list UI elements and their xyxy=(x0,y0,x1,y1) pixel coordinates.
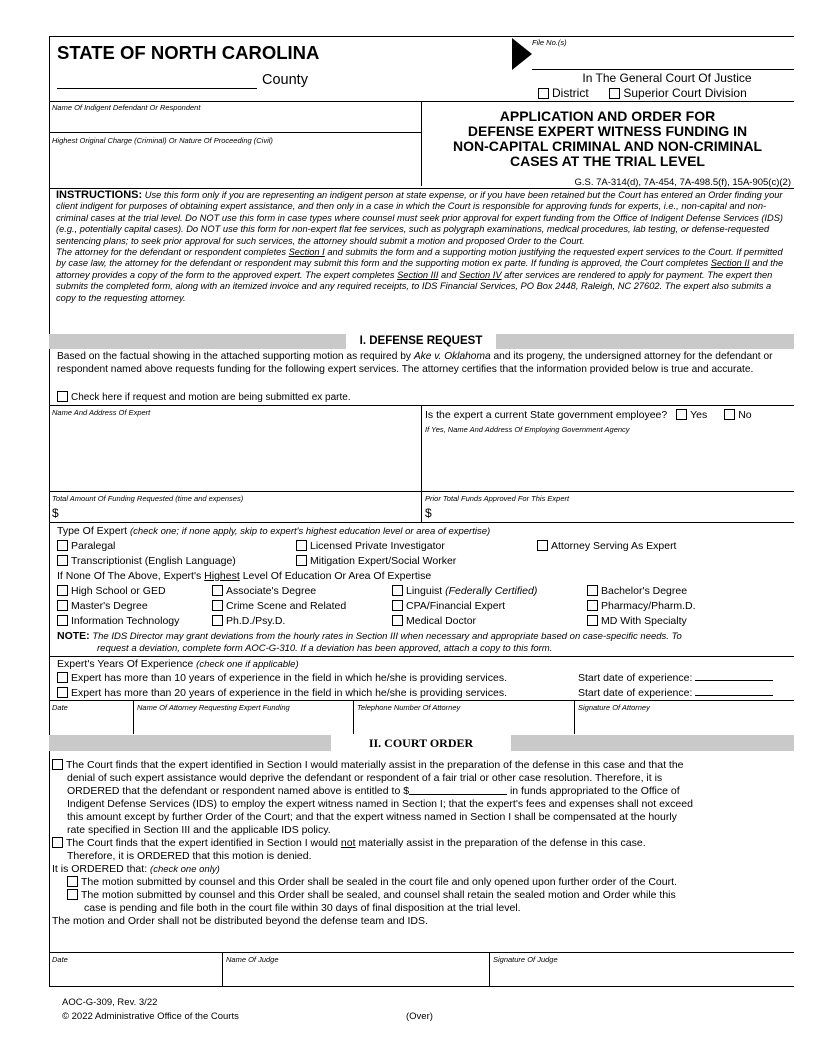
expert-name-label: Name And Address Of Expert xyxy=(52,408,151,417)
total-funding-label: Total Amount Of Funding Requested (time and expenses) xyxy=(52,494,244,503)
instructions-lead: INSTRUCTIONS: xyxy=(56,189,143,201)
medical-doctor-checkbox[interactable] xyxy=(392,615,403,626)
judge-signature-label: Signature Of Judge xyxy=(493,955,558,964)
paralegal-checkbox[interactable] xyxy=(57,540,68,551)
prior-funds-label: Prior Total Funds Approved For This Expert xyxy=(425,494,570,503)
finding1 xyxy=(52,759,792,928)
years-top-line xyxy=(49,656,794,657)
judge-bottom-line xyxy=(49,986,794,987)
years20-label: Expert has more than 20 years of experience in the field in which he/she is providing services. xyxy=(71,687,507,699)
start-date-label: Start date of experience: xyxy=(578,687,693,699)
instructions-p2d: and xyxy=(441,269,457,280)
form-title-line3: NON-CAPITAL CRIMINAL AND NON-CRIMINAL xyxy=(452,138,762,154)
finding1-l5: this amount except by further Order of the Court; and that the expert witness named in Section I shall be compensated at the hourly xyxy=(67,811,677,823)
masters-checkbox[interactable] xyxy=(57,600,68,611)
linguist-label: Linguist xyxy=(406,585,443,597)
defendant-name-label: Name Of Indigent Defendant Or Respondent xyxy=(52,103,201,112)
pharmacy-label: Pharmacy/Pharm.D. xyxy=(601,600,696,612)
court-division xyxy=(538,86,747,100)
phd-label: Ph.D./Psy.D. xyxy=(226,615,286,627)
note-lead: NOTE: xyxy=(57,630,90,642)
expert-info-divider xyxy=(421,405,422,522)
state-employee-question: Is the expert a current State government employee? xyxy=(425,409,668,421)
ordered-label: It is ORDERED that: xyxy=(52,863,148,875)
top-border xyxy=(49,36,794,37)
edu-option xyxy=(212,615,285,627)
mitigation-expert-label: Mitigation Expert/Social Worker xyxy=(310,555,457,567)
seal2-checkbox[interactable] xyxy=(67,889,78,900)
form-title xyxy=(421,109,794,169)
ex-parte-checkbox[interactable] xyxy=(57,391,68,402)
form-number: AOC-G-309, Rev. 3/22 xyxy=(62,997,158,1008)
type-option xyxy=(296,540,445,552)
none-a: If None Of The Above, Expert's xyxy=(57,570,202,582)
masters-label: Master's Degree xyxy=(71,600,148,612)
seal1-checkbox[interactable] xyxy=(67,876,78,887)
years10-start xyxy=(578,672,773,684)
crime-scene-label: Crime Scene and Related xyxy=(226,600,347,612)
edu-option xyxy=(392,615,476,627)
years-note: (check one if applicable) xyxy=(196,659,299,670)
signature-label: Signature Of Attorney xyxy=(578,703,650,712)
transcriptionist-label: Transcriptionist (English Language) xyxy=(71,555,236,567)
finding2-l2: Therefore, it is ORDERED that this motion is denied. xyxy=(67,850,312,862)
finding1-l1: The Court finds that the expert identified in Section I would materially assist in the preparation of the defense in this case and that the xyxy=(66,759,684,771)
signature-top-line xyxy=(49,700,794,701)
phone-label: Telephone Number Of Attorney xyxy=(357,703,461,712)
linguist-note: (Federally Certified) xyxy=(445,585,538,597)
funding-top-line xyxy=(49,491,794,492)
paralegal-label: Paralegal xyxy=(71,540,116,552)
note-text1: The IDS Director may grant deviations from the hourly rates in Section III when necessary and appropriate based on case-specific needs. To xyxy=(92,631,682,642)
file-no-label: File No.(s) xyxy=(532,38,567,47)
intro-b: and its progeny, the undersigned attorney for the defendant or respondent named above requests funding for the following expert services. The attorney certifies that the information provided below is true and accurate. xyxy=(57,351,773,375)
high-school-checkbox[interactable] xyxy=(57,585,68,596)
attorney-expert-label: Attorney Serving As Expert xyxy=(551,540,677,552)
left-border xyxy=(49,36,50,986)
crime-scene-checkbox[interactable] xyxy=(212,600,223,611)
pharmacy-checkbox[interactable] xyxy=(587,600,598,611)
intro-case: Ake v. Oklahoma xyxy=(413,351,491,362)
yes-label: Yes xyxy=(690,409,708,421)
seal1-label: The motion submitted by counsel and this Order shall be sealed in the court file and only opened upon further order of the Court. xyxy=(81,876,677,888)
finding1-l3 xyxy=(52,785,792,798)
section1-title: I. DEFENSE REQUEST xyxy=(346,334,496,349)
instructions-p2c: and the attorney provides a copy of the form to the approved expert. The expert completes xyxy=(56,258,784,280)
file-no-field[interactable] xyxy=(532,69,794,70)
note-line2: request a deviation, complete form AOC-G-310. If a deviation has been approved, attach a copy to this form. xyxy=(97,643,553,654)
edu-option xyxy=(392,600,505,612)
funds-amount-blank[interactable] xyxy=(409,794,507,795)
none-b: Level Of Education Or Area Of Expertise xyxy=(242,570,432,582)
court-line: In The General Court Of Justice xyxy=(582,71,752,85)
sig-divider1 xyxy=(133,700,134,734)
superior-label: Superior Court Division xyxy=(623,86,747,100)
note-line1 xyxy=(57,630,682,642)
private-investigator-checkbox[interactable] xyxy=(296,540,307,551)
edu-option xyxy=(212,585,316,597)
finding2-b: materially assist in the preparation of the defense in this case. xyxy=(358,837,646,849)
private-investigator-label: Licensed Private Investigator xyxy=(310,540,445,552)
bachelors-label: Bachelor's Degree xyxy=(601,585,688,597)
seal2-l2: case is pending and file both in the court file within 30 days of final disposition at the trial level. xyxy=(84,902,521,914)
finding2-checkbox[interactable] xyxy=(52,837,63,848)
sig-divider2 xyxy=(353,700,354,734)
ex-parte-label: Check here if request and motion are being submitted ex parte. xyxy=(71,392,351,403)
instructions-p2b: and submits the form and a supporting motion justifying the requested expert services to the Court. If permitted by case law, the attorney for the defendant or respondent may submit this form and the supporting motion ex parte. If funding is approved, the Court completes xyxy=(56,247,783,269)
years20-row xyxy=(57,687,507,699)
section-iii-ref: Section III xyxy=(397,269,439,280)
judge-name-label: Name Of Judge xyxy=(226,955,279,964)
edu-option xyxy=(57,600,148,612)
highest-charge-label: Highest Original Charge (Criminal) Or Nature Of Proceeding (Civil) xyxy=(52,136,273,145)
cpa-checkbox[interactable] xyxy=(392,600,403,611)
edu-option xyxy=(587,615,687,627)
md-specialty-checkbox[interactable] xyxy=(587,615,598,626)
start-date-label: Start date of experience: xyxy=(578,672,693,684)
years10-start-blank[interactable] xyxy=(695,680,773,681)
defendant-name-field[interactable] xyxy=(49,132,421,133)
associates-checkbox[interactable] xyxy=(212,585,223,596)
type-heading-row xyxy=(57,525,490,537)
none-highest: Highest xyxy=(204,570,240,582)
finding2-not: not xyxy=(340,837,356,849)
finding1-l2: denial of such expert assistance would deprive the defendant or respondent of a fair trial or other case resolution. Therefore, it is xyxy=(67,772,663,784)
attorney-expert-checkbox[interactable] xyxy=(537,540,548,551)
instructions-p1: Use this form only if you are representing an indigent person at state expense, or if you have been retained but the Court has entered an Order finding your client indigent for purposes of obtaining expert assistance, and then only in a case in which the Court is responsible for approving funds for experts, i.e., non-capital and non-criminal cases at the trial level. Do NOT use this form in case types where counsel must seek prior approval for expert funding from the Office of Indigent Defense Services (IDS) (e.g., potentially capital cases). Do NOT use this form for non-expert flat fee services, such as polygraph examinations, medical procedures, lab testing, or defense-requested sentencing plans; to seek prior approval for such services, the attorney should submit a motion and proposed Order to the Court. xyxy=(56,190,784,246)
judge-divider1 xyxy=(222,952,223,986)
edu-option xyxy=(587,600,696,612)
form-title-line1: APPLICATION AND ORDER FOR xyxy=(499,108,716,124)
bachelors-checkbox[interactable] xyxy=(587,585,598,596)
phd-checkbox[interactable] xyxy=(212,615,223,626)
edu-option xyxy=(57,585,166,597)
transcriptionist-checkbox[interactable] xyxy=(57,555,68,566)
years20-start-blank[interactable] xyxy=(695,695,773,696)
edu-option xyxy=(587,585,687,597)
type-option xyxy=(57,540,115,552)
section-iv-ref: Section IV xyxy=(459,269,502,280)
form-title-line2: DEFENSE EXPERT WITNESS FUNDING IN xyxy=(467,123,748,139)
edu-option xyxy=(392,585,537,597)
judge-top-line xyxy=(49,952,794,953)
linguist-checkbox[interactable] xyxy=(392,585,403,596)
finding1-checkbox[interactable] xyxy=(52,759,63,770)
no-label: No xyxy=(738,409,752,421)
section2-title: II. COURT ORDER xyxy=(331,735,511,751)
prior-funds-dollar: $ xyxy=(425,506,432,520)
type-option xyxy=(537,540,676,552)
sig-divider3 xyxy=(574,700,575,734)
associates-label: Associate's Degree xyxy=(226,585,317,597)
state-employee-yes-checkbox[interactable] xyxy=(676,409,687,420)
file-no-marker-icon xyxy=(512,38,534,70)
attorney-name-label: Name Of Attorney Requesting Expert Funding xyxy=(137,703,290,712)
state-employee-no-checkbox[interactable] xyxy=(724,409,735,420)
medical-doctor-label: Medical Doctor xyxy=(406,615,477,627)
intro-a: Based on the factual showing in the attached supporting motion as required by xyxy=(57,351,411,362)
instructions-p2e: after services are rendered to apply for payment. The expert then submits the completed form, along with an itemized invoice and any required receipts, to IDS Financial Services, PO Box 2448, Raleigh, NC 27602. The expert also submits a copy to the requesting attorney. xyxy=(56,269,773,303)
years10-row xyxy=(57,672,507,684)
statutes: G.S. 7A-314(d), 7A-454, 7A-498.5(f), 15A-905(c)(2) xyxy=(574,177,791,188)
over-label: (Over) xyxy=(406,1011,433,1022)
finding1-l3b: in funds appropriated to the Office of xyxy=(509,785,680,797)
finding1-l3a: ORDERED that the defendant or respondent named above is entitled to $ xyxy=(67,785,410,797)
years10-checkbox[interactable] xyxy=(57,672,68,683)
edu-option xyxy=(57,615,179,627)
type-option xyxy=(296,555,456,567)
mitigation-expert-checkbox[interactable] xyxy=(296,555,307,566)
total-funding-dollar: $ xyxy=(52,506,59,520)
instructions-p2a: The attorney for the defendant or respondent completes xyxy=(56,247,286,258)
it-label: Information Technology xyxy=(71,615,180,627)
district-checkbox[interactable] xyxy=(538,88,549,99)
type-top-line xyxy=(49,522,794,523)
cpa-label: CPA/Financial Expert xyxy=(406,600,506,612)
ordered-note: (check one only) xyxy=(150,864,220,875)
instructions-top-line xyxy=(49,188,794,189)
none-above-row xyxy=(57,570,431,582)
ex-parte-row xyxy=(57,391,351,403)
county-blank[interactable] xyxy=(57,88,257,89)
years-heading: Expert's Years Of Experience xyxy=(57,658,194,670)
distribution-text: The motion and Order shall not be distributed beyond the defense team and IDS. xyxy=(52,915,428,927)
state-employee-row xyxy=(425,409,752,421)
years20-start xyxy=(578,687,773,699)
type-heading: Type Of Expert xyxy=(57,525,128,537)
judge-divider2 xyxy=(489,952,490,986)
superior-checkbox[interactable] xyxy=(609,88,620,99)
finding1-l6: rate specified in Section III and the applicable IDS policy. xyxy=(67,824,331,836)
high-school-label: High School or GED xyxy=(71,585,166,597)
finding1-l4: Indigent Defense Services (IDS) to employ the expert witness named in Section I; that the expert's fees and expenses shall not exceed xyxy=(67,798,693,810)
state-title: STATE OF NORTH CAROLINA xyxy=(57,42,320,63)
agency-label: If Yes, Name And Address Of Employing Government Agency xyxy=(425,425,630,434)
section-ii-ref: Section II xyxy=(710,258,750,269)
years20-checkbox[interactable] xyxy=(57,687,68,698)
type-note: (check one; if none apply, skip to expert's highest education level or area of expertise) xyxy=(129,526,491,537)
years-heading-row xyxy=(57,658,299,670)
form-title-line4: CASES AT THE TRIAL LEVEL xyxy=(510,153,705,169)
district-label: District xyxy=(552,86,589,100)
years10-label: Expert has more than 10 years of experience in the field in which he/she is providing services. xyxy=(71,672,507,684)
county-label: County xyxy=(262,72,308,88)
instructions xyxy=(56,190,790,304)
md-specialty-label: MD With Specialty xyxy=(601,615,687,627)
copyright: © 2022 Administrative Office of the Courts xyxy=(62,1011,239,1022)
edu-option xyxy=(212,600,346,612)
finding2-a: The Court finds that the expert identified in Section I would xyxy=(66,837,338,849)
seal2-l1: The motion submitted by counsel and this Order shall be sealed, and counsel shall retain the sealed motion and Order while this xyxy=(81,889,676,901)
date-label: Date xyxy=(52,703,68,712)
it-checkbox[interactable] xyxy=(57,615,68,626)
section1-intro xyxy=(57,350,790,376)
type-option xyxy=(57,555,236,567)
section-i-ref: Section I xyxy=(288,247,325,258)
judge-date-label: Date xyxy=(52,955,68,964)
